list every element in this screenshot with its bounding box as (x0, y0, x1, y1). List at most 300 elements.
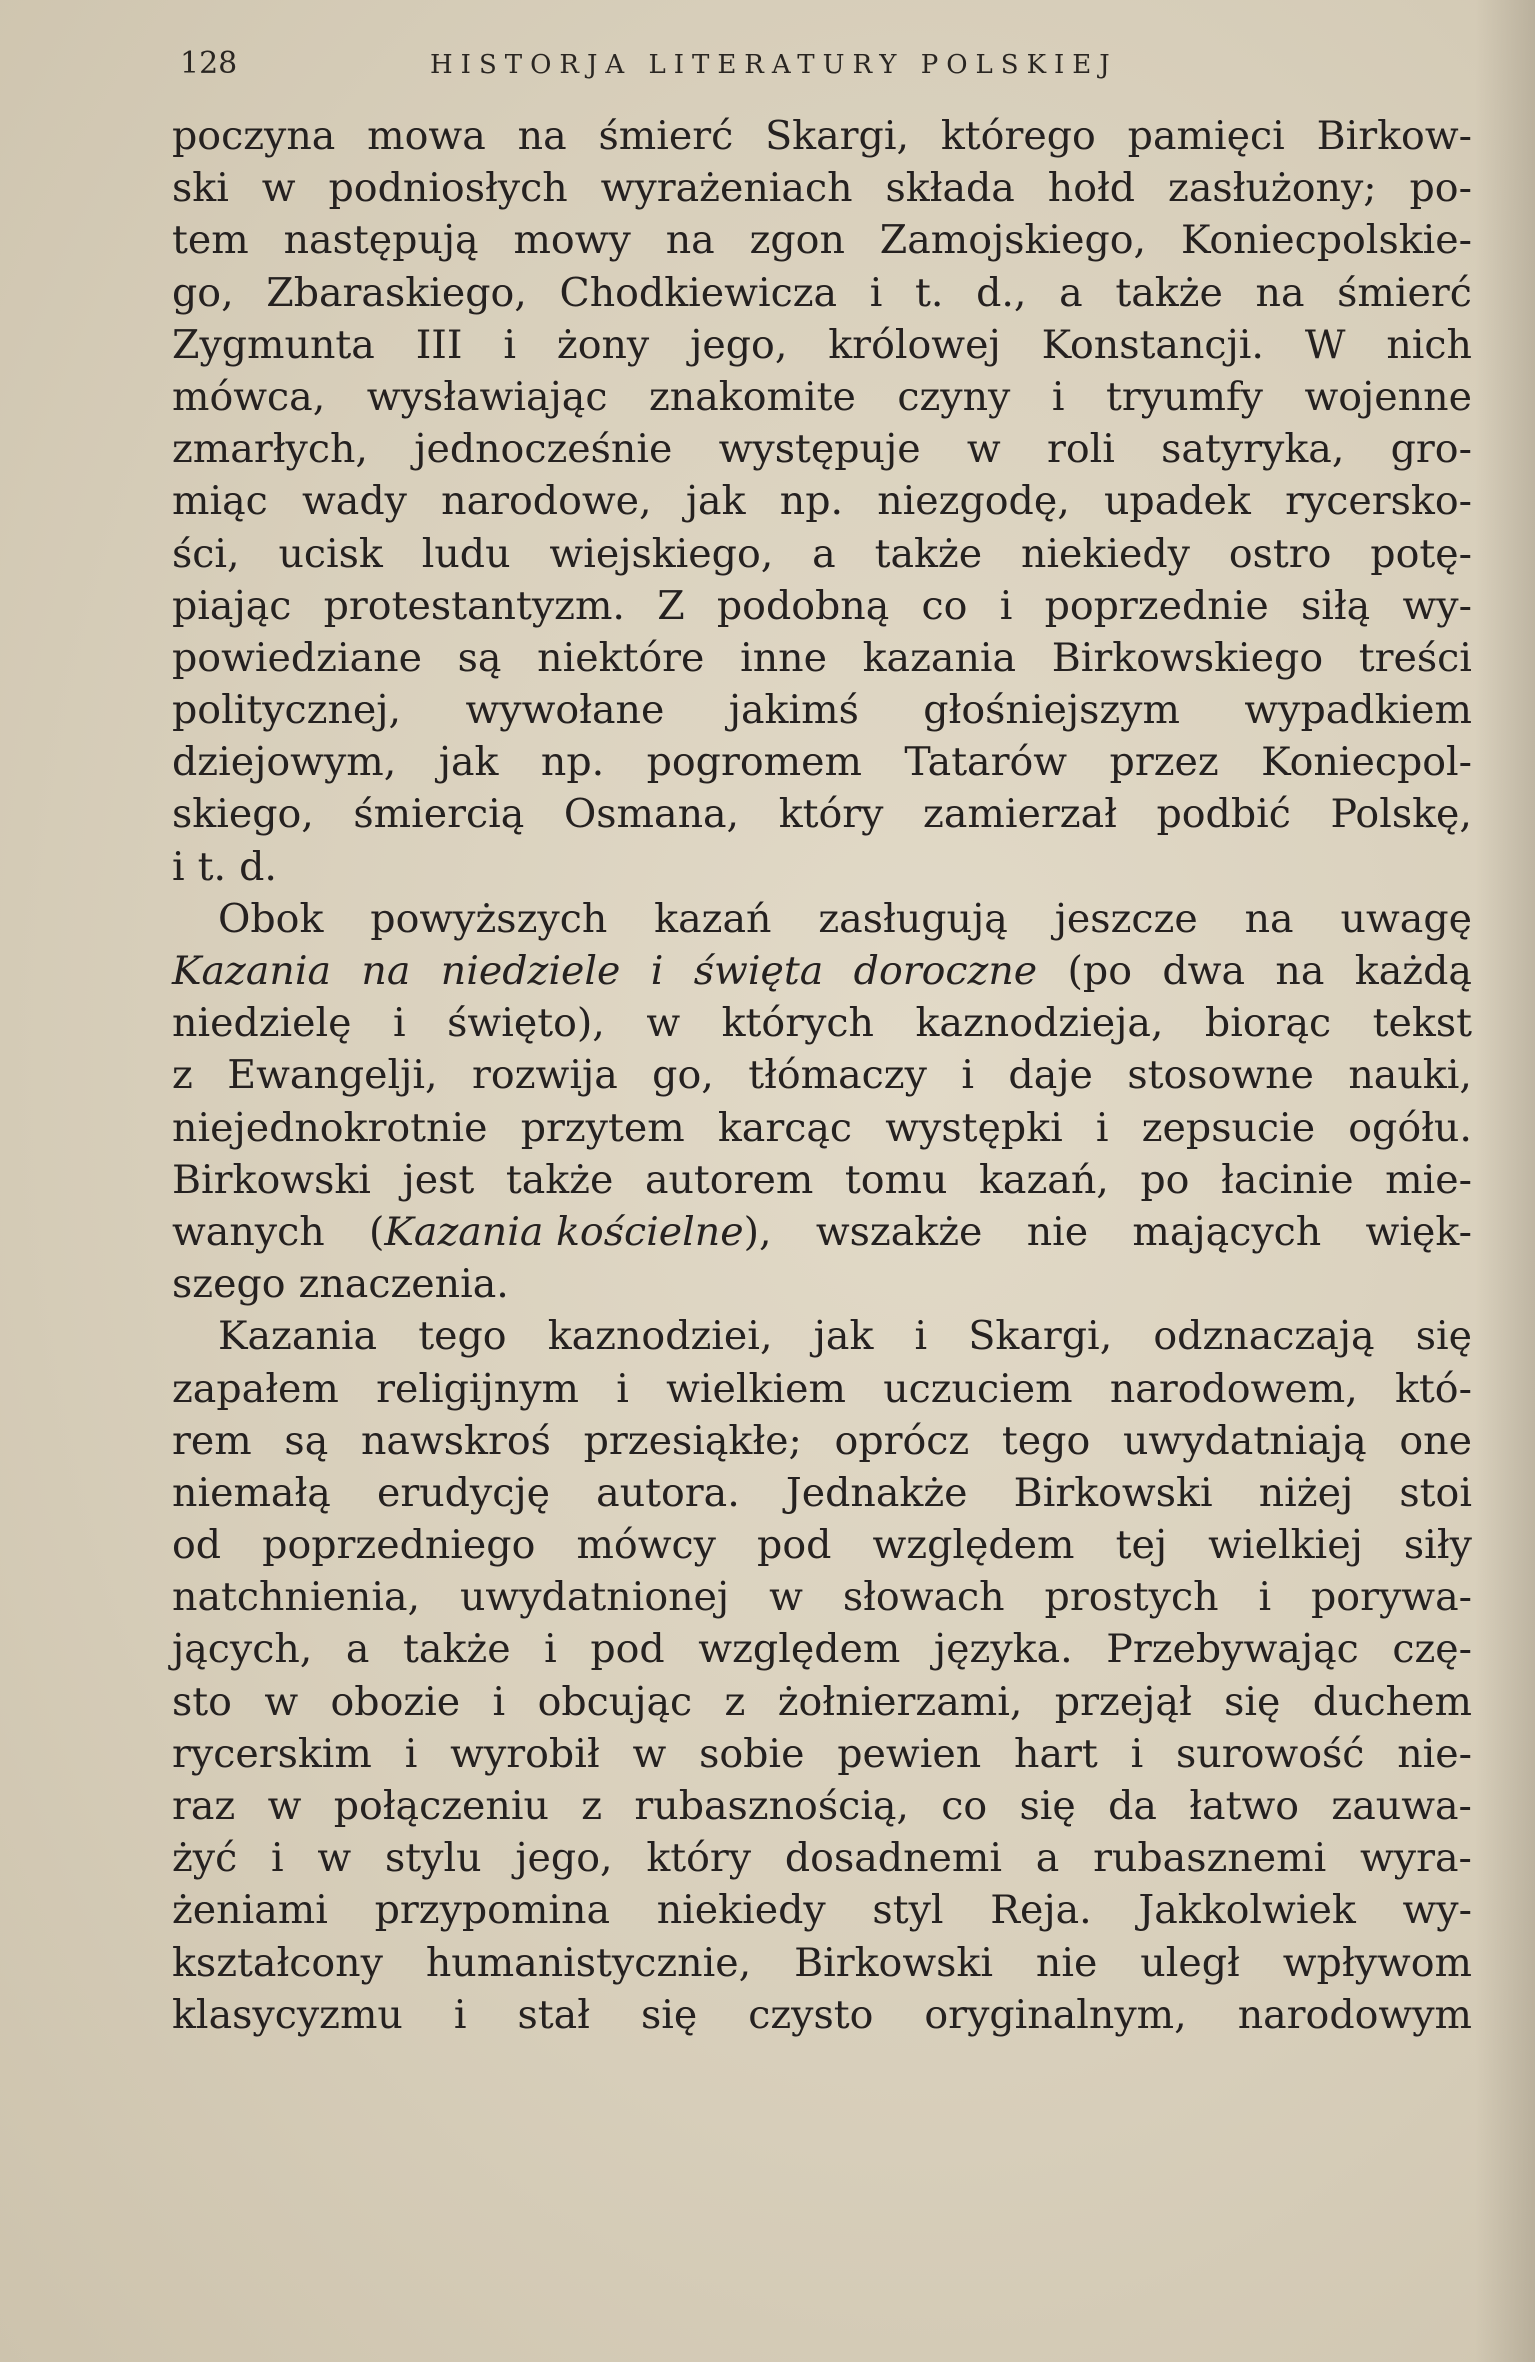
word: tem (172, 217, 249, 264)
text-line (172, 319, 1472, 371)
word: któ- (1394, 1365, 1472, 1412)
word: mie- (1385, 1156, 1472, 1203)
text-line (172, 162, 1472, 214)
text-line (172, 1415, 1472, 1467)
text-line (172, 1780, 1472, 1832)
word: stoi (1399, 1469, 1472, 1516)
text-line (172, 684, 1472, 736)
word: jeszcze (1054, 895, 1198, 942)
word: wyrażeniach (600, 165, 853, 212)
word: względem (698, 1626, 901, 1673)
word: jego, (690, 321, 788, 368)
word: wysławiając (366, 373, 608, 420)
word: (po (1067, 948, 1132, 994)
word: przejął (1054, 1678, 1192, 1725)
text-line (172, 1467, 1472, 1519)
running-title: HISTORJA LITERATURY POLSKIEJ (430, 50, 1118, 80)
word: daje (1008, 1052, 1093, 1099)
word: przez (1109, 739, 1219, 786)
word: podniosłych (328, 165, 568, 212)
word: i (492, 1678, 506, 1725)
word: Przebywając (1106, 1626, 1359, 1673)
word: kazań, (978, 1156, 1109, 1203)
word: święta (693, 948, 824, 994)
word: np. (779, 478, 844, 525)
word: i (914, 1313, 928, 1360)
word: i (999, 582, 1013, 629)
word: pod (757, 1522, 832, 1569)
word: Z (657, 582, 685, 629)
word: doroczne (853, 948, 1038, 994)
text-line (172, 893, 1472, 945)
word: Chodkiewicza (559, 269, 838, 316)
word: narodowem, (1109, 1365, 1358, 1412)
word: czysto (748, 1991, 874, 2038)
text-line (172, 841, 1472, 893)
word: nauki, (1348, 1052, 1472, 1099)
word: który (778, 791, 884, 838)
text-line (172, 1989, 1472, 2041)
word: inne (740, 634, 827, 681)
word: one (1399, 1417, 1472, 1464)
word: ludu (421, 530, 511, 577)
word: oprócz (834, 1417, 970, 1464)
word: ostro (1228, 530, 1332, 577)
word: Tatarów (904, 739, 1068, 786)
word: także (403, 1626, 511, 1673)
word: stosowne (1127, 1052, 1314, 1099)
word: słowach (842, 1574, 1005, 1621)
word: głośniejszym (923, 687, 1180, 734)
word: nie- (1397, 1730, 1472, 1777)
word: na (1255, 269, 1305, 316)
word: rycersko- (1285, 478, 1472, 525)
word: znaczenia. (298, 1261, 509, 1308)
word: da (1108, 1783, 1157, 1829)
word: wyra- (1359, 1835, 1472, 1882)
word: Osmana, (563, 791, 740, 838)
word: na (665, 217, 715, 264)
word: nie (1035, 1939, 1098, 1986)
word: siły (1403, 1522, 1472, 1569)
word: mających (1132, 1208, 1322, 1255)
word: rozwija (472, 1052, 618, 1099)
word: Polskę, (1330, 791, 1472, 838)
word: raz (172, 1783, 236, 1829)
word: uwydatnionej (459, 1574, 730, 1621)
word: sobie (699, 1730, 805, 1777)
word: go, (172, 269, 234, 316)
word: których (721, 1000, 874, 1047)
word: gro- (1390, 426, 1472, 473)
word: wszakże (815, 1208, 983, 1255)
word: podobną (716, 582, 890, 629)
word: w (646, 1000, 681, 1047)
text-line (172, 736, 1472, 788)
text-line (172, 371, 1472, 423)
text-line (172, 1676, 1472, 1728)
word: surowość (1176, 1730, 1365, 1777)
word: w (261, 165, 296, 212)
word: pewien (837, 1730, 982, 1777)
word: tej (1115, 1522, 1168, 1569)
word: i (393, 1000, 406, 1047)
word: i (616, 1365, 629, 1412)
word: d., (976, 269, 1027, 316)
text-line (172, 475, 1472, 527)
word: erudycję (376, 1469, 550, 1516)
word-group (369, 1206, 772, 1258)
word: i (544, 1626, 557, 1673)
word: zgon (749, 217, 845, 264)
word: dosadnemi (784, 1835, 1002, 1882)
word: narodowym (1237, 1991, 1472, 2038)
word: Skargi, (968, 1313, 1113, 1360)
word: jego, (515, 1835, 613, 1882)
word: śmierć (1337, 269, 1472, 316)
word: kształcony (172, 1939, 383, 1986)
word: mówcy (576, 1522, 716, 1569)
text-line (172, 632, 1472, 684)
word: znakomite (648, 373, 856, 420)
word: kościelne (556, 1208, 744, 1255)
word: a (1059, 269, 1083, 316)
word: t. (197, 843, 227, 890)
word: t. (915, 269, 944, 316)
word: zapałem (172, 1365, 339, 1412)
word: wpływom (1282, 1939, 1472, 1986)
text-line (172, 1728, 1472, 1780)
word: i (404, 1730, 418, 1777)
word: skiego, (172, 791, 314, 838)
text-line (172, 1363, 1472, 1415)
page-header (180, 46, 1460, 86)
word: wielkiej (1208, 1522, 1363, 1569)
word: Ewangelji, (227, 1052, 438, 1099)
word: kazania (862, 634, 1017, 681)
word: Kazania (218, 1313, 378, 1360)
word: tekst (1372, 1000, 1472, 1047)
word: Birkow- (1316, 113, 1472, 159)
word: treści (1358, 634, 1472, 681)
word: i (869, 269, 883, 316)
word: uwydatniają (1122, 1417, 1367, 1464)
text-line (172, 945, 1472, 997)
word: następują (283, 217, 479, 264)
text-line (172, 1049, 1472, 1101)
word: z (172, 1052, 193, 1099)
word: mowa (367, 113, 486, 159)
word: w (264, 1678, 299, 1725)
word: którego (940, 113, 1096, 159)
word: porywa- (1311, 1574, 1472, 1621)
word: łacinie (1221, 1156, 1354, 1203)
word: się (1019, 1783, 1076, 1829)
word: zmarłych, (172, 426, 368, 473)
word: autora. (596, 1469, 740, 1516)
word: powyższych (370, 895, 608, 942)
word: niektóre (537, 634, 705, 681)
word: wywołane (465, 687, 665, 734)
word: wanych (172, 1208, 325, 1255)
word: i (271, 1835, 284, 1882)
word: powiedziane (172, 634, 422, 681)
word: niekiedy (1020, 530, 1190, 577)
word: także (1115, 269, 1223, 316)
word: i (503, 321, 517, 368)
word: kaznodzieja, (915, 1000, 1164, 1047)
word: wypadkiem (1244, 687, 1472, 734)
word: upadek (1103, 478, 1251, 525)
word: humanistycznie, (425, 1939, 752, 1986)
word: więk- (1365, 1208, 1472, 1255)
word: na (1244, 895, 1294, 942)
word: stał (517, 1991, 590, 2038)
word: królowej (828, 321, 1001, 368)
word: i (172, 843, 185, 890)
text-line (172, 1258, 1472, 1310)
word: miąc (172, 478, 268, 525)
word: pod (590, 1626, 665, 1673)
word: wiejskiego, (549, 530, 774, 577)
text-line (172, 788, 1472, 840)
text-line (172, 1519, 1472, 1571)
word: składa (885, 165, 1015, 212)
word: wojenne (1304, 373, 1472, 420)
word: wady (301, 478, 407, 525)
page-number: 128 (180, 46, 238, 81)
word: natchnienia, (172, 1574, 421, 1621)
word: ski (172, 165, 229, 212)
word: niedzielę (172, 1000, 352, 1047)
word: politycznej, (172, 687, 402, 734)
word: jak (685, 478, 746, 525)
text-line (172, 1571, 1472, 1623)
word: uczuciem (883, 1365, 1073, 1412)
word: niejednokrotnie (172, 1104, 488, 1151)
word: III (415, 321, 463, 368)
word: są (457, 634, 502, 681)
word: autorem (644, 1156, 814, 1203)
word: wy- (1402, 582, 1472, 629)
word: stylu (385, 1835, 482, 1882)
word: ucisk (278, 530, 383, 577)
word: w (317, 1835, 352, 1882)
text-line (172, 580, 1472, 632)
word: i (1130, 1730, 1144, 1777)
text-line (172, 997, 1472, 1049)
word: Kazania (384, 1208, 544, 1255)
word: rubasznością, (634, 1783, 909, 1829)
word: żołnierzami, (777, 1678, 1023, 1725)
word: sto (172, 1678, 232, 1725)
word: na (1275, 948, 1325, 994)
word: Jednakże (785, 1469, 968, 1516)
word: a (1035, 1835, 1060, 1882)
word: potę- (1370, 530, 1472, 577)
text-line (172, 1832, 1472, 1884)
word: mowy (513, 217, 631, 264)
word: nich (1386, 321, 1472, 368)
word: oryginalnym, (924, 1991, 1187, 2038)
word: niżej (1258, 1469, 1354, 1516)
word: styl (872, 1887, 944, 1934)
word: hołd (1047, 165, 1136, 212)
word: a (812, 530, 836, 577)
word: także (874, 530, 983, 577)
word: przytem (520, 1104, 685, 1151)
word: siłą (1300, 582, 1371, 629)
word: Skargi, (765, 113, 910, 159)
word: niedziele (440, 948, 621, 994)
word: Zbaraskiego, (266, 269, 527, 316)
word: rem (172, 1417, 252, 1464)
word: piając (172, 582, 292, 629)
word: jących, (172, 1626, 313, 1673)
word: tryumfy (1106, 373, 1263, 420)
word: niemałą (172, 1469, 331, 1516)
word: odznaczają (1153, 1313, 1375, 1360)
word: się (640, 1991, 698, 2038)
text-line (172, 110, 1472, 162)
text-line (172, 1884, 1472, 1936)
word: z (581, 1783, 603, 1829)
word: W (1304, 321, 1346, 368)
word: śmiercią (353, 791, 525, 838)
word: nie (1026, 1208, 1089, 1255)
word: tego (418, 1313, 507, 1360)
word: zamierzał (923, 791, 1117, 838)
word: biorąc (1204, 1000, 1332, 1047)
word: zasługują (818, 895, 1008, 942)
word: duchem (1312, 1678, 1472, 1725)
word: co (941, 1783, 988, 1829)
word: Obok (218, 895, 324, 942)
word: względem (872, 1522, 1075, 1569)
word: śmierć (598, 113, 734, 159)
word: święto), (447, 1000, 605, 1047)
word: i (1258, 1574, 1272, 1621)
word: występuje (718, 426, 921, 473)
text-line (172, 1154, 1472, 1206)
word: Birkowskiego (1051, 634, 1324, 681)
word: podbić (1156, 791, 1291, 838)
word: są (284, 1417, 329, 1464)
word: Koniecpolskie- (1180, 217, 1472, 264)
word: Kazania (172, 948, 332, 994)
word: szego (172, 1261, 286, 1308)
word: niezgodę, (877, 478, 1070, 525)
word: wy- (1402, 1887, 1472, 1934)
word: tłómaczy (748, 1052, 927, 1099)
word: Birkowski (1013, 1469, 1213, 1516)
word: hart (1014, 1730, 1098, 1777)
word: dziejowym, (172, 739, 397, 786)
word: kazań (654, 895, 772, 942)
word: d. (239, 843, 277, 890)
word: się (1224, 1678, 1281, 1725)
text-line (172, 1937, 1472, 1989)
word: i (453, 1991, 467, 2038)
word: pogromem (646, 739, 862, 786)
word: prostych (1044, 1574, 1219, 1621)
word: mówca, (172, 373, 326, 420)
word: uległ (1140, 1939, 1240, 1986)
word: także (505, 1156, 614, 1203)
word: Birkowski (172, 1156, 371, 1203)
word: na (361, 948, 411, 994)
word: z (724, 1678, 746, 1725)
word: narodowe, (441, 478, 652, 525)
word: Zamojskiego, (879, 217, 1147, 264)
word: języka. (933, 1626, 1073, 1673)
word: od (172, 1522, 222, 1569)
word: wyrobił (450, 1730, 600, 1777)
word: i (650, 948, 664, 994)
word: żony (556, 321, 650, 368)
word: każdą (1354, 948, 1472, 994)
word: obozie (330, 1678, 461, 1725)
word: na (517, 113, 567, 159)
word: Zygmunta (172, 321, 375, 368)
word: jednocześnie (414, 426, 673, 473)
word: roli (1046, 426, 1115, 473)
word: rubasznemi (1093, 1835, 1327, 1882)
word: i (1095, 1104, 1109, 1151)
word: czyny (897, 373, 1011, 420)
word: dwa (1162, 948, 1246, 994)
word: poczyna (172, 113, 336, 159)
word: niekiedy (656, 1887, 826, 1934)
word: i (1051, 373, 1065, 420)
word: obcując (537, 1678, 693, 1725)
body-text (172, 110, 1472, 2041)
word: się (1415, 1313, 1472, 1360)
word: Birkowski (794, 1939, 993, 1986)
text-line (172, 423, 1472, 475)
word: po- (1409, 165, 1472, 212)
word: satyryka, (1161, 426, 1345, 473)
text-line (172, 214, 1472, 266)
word: ogółu. (1348, 1104, 1472, 1151)
word: żeniami (172, 1887, 328, 1934)
word: żyć (172, 1835, 238, 1882)
word: Reja. (990, 1887, 1092, 1934)
word: jak (813, 1313, 874, 1360)
word: po (1140, 1156, 1190, 1203)
word: poprzednie (1044, 582, 1269, 629)
text-line (172, 1206, 1472, 1258)
word: uwagę (1340, 895, 1472, 942)
word: Koniecpol- (1261, 739, 1472, 786)
word: zauwa- (1331, 1783, 1472, 1829)
word: występki (885, 1104, 1063, 1151)
text-line (172, 1102, 1472, 1154)
word: co (921, 582, 968, 629)
word: tomu (844, 1156, 948, 1203)
word: jakimś (728, 687, 859, 734)
word: Jakkolwiek (1138, 1887, 1356, 1934)
word: nawskroś (360, 1417, 551, 1464)
word: a (345, 1626, 370, 1673)
word: klasycyzmu (172, 1991, 403, 2038)
word: pamięci (1127, 113, 1285, 159)
word: kaznodziei, (547, 1313, 773, 1360)
word: ( (368, 1208, 385, 1255)
word: religijnym (376, 1365, 579, 1412)
word: który (646, 1835, 752, 1882)
word: przypomina (374, 1887, 611, 1934)
